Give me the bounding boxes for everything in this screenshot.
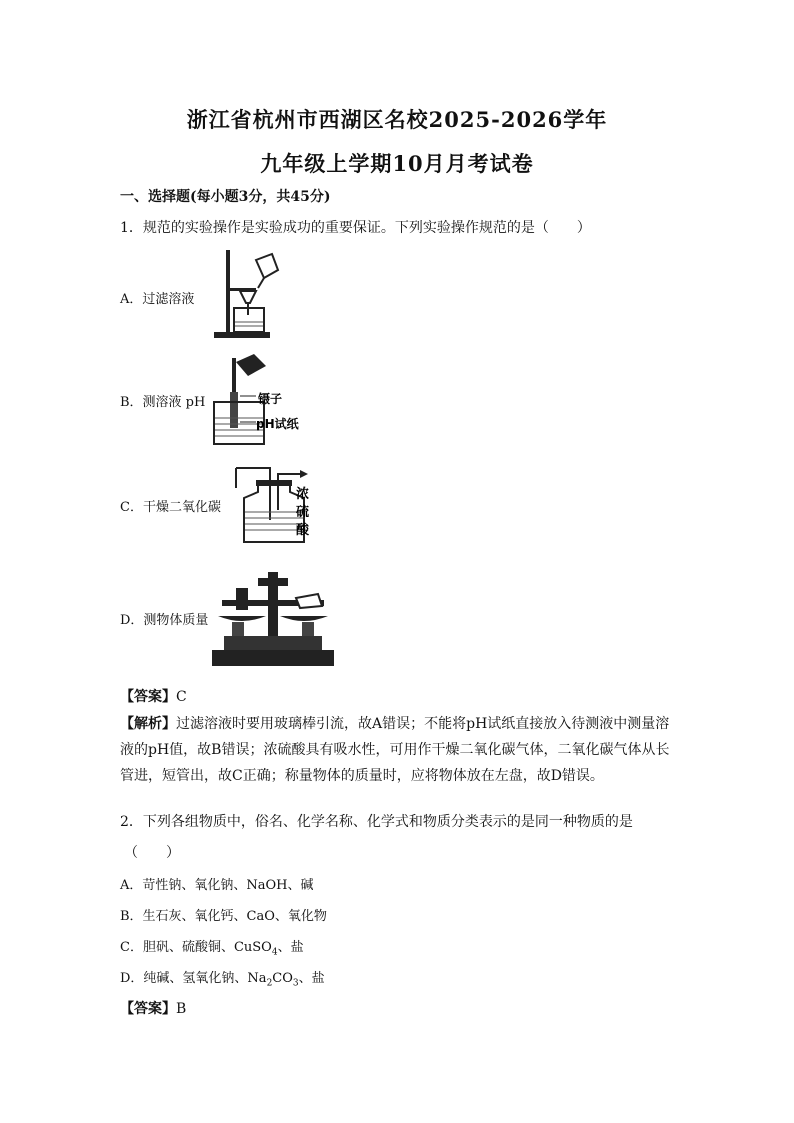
balance-figure	[208, 570, 338, 668]
exam-title-line1: 浙江省杭州市西湖区名校2025-2026学年	[186, 107, 608, 132]
answer-2-value: B	[176, 1001, 187, 1017]
answer-1	[120, 686, 187, 706]
acid-label-2: 硫	[296, 505, 310, 520]
analysis-1-text: 过滤溶液时要用玻璃棒引流，故A错误；不能将pH试纸直接放入待测液中测量溶液的pH值，故B错误；浓硫酸具有吸水性，可用作干燥二氧化碳气体，二氧化碳气体从长管进，短管出，故C正确；称量物体的质量时，应将物体放在左盘，故D错误。	[120, 716, 670, 784]
analysis-1	[120, 711, 680, 789]
analysis-tag: 【解析】	[120, 716, 176, 732]
answer-2	[120, 998, 186, 1018]
option-c-label: C．干燥二氧化碳	[120, 500, 221, 515]
q2-option-b: B．生石灰、氧化钙、CaO、氧化物	[120, 909, 327, 924]
question-2-stem: 2．下列各组物质中，俗名、化学名称、化学式和物质分类表示的是同一种物质的是	[120, 814, 633, 830]
question-2-bracket: （ ）	[124, 845, 180, 861]
q2-option-d: D．纯碱、氢氧化钠、$Na_2CO_3$、盐	[120, 971, 325, 989]
answer-tag-2: 【答案】	[120, 1001, 176, 1017]
option-b-label: B．测溶液 pH	[120, 395, 206, 410]
ph-paper-label: pH试纸	[256, 417, 299, 431]
q2-option-a: A．苛性钠、氧化钠、NaOH、碱	[120, 878, 314, 893]
tweezers-label: 镊子	[258, 392, 283, 406]
acid-label-3: 酸	[296, 523, 310, 538]
filtration-figure	[210, 248, 280, 340]
acid-label-1: 浓	[296, 487, 310, 502]
option-d-label: D．测物体质量	[120, 613, 209, 628]
q2-option-c: C．胆矾、硫酸铜、CuSO$_4$、盐	[120, 940, 304, 958]
answer-1-value: C	[176, 689, 187, 705]
section-heading: 一、选择题(每小题3分，共45分)	[120, 189, 331, 205]
gas-drying-figure	[230, 460, 320, 546]
answer-tag: 【答案】	[120, 689, 176, 705]
exam-title-line2: 九年级上学期10月月考试卷	[260, 151, 534, 176]
option-a-label: A．过滤溶液	[120, 292, 195, 307]
ph-test-figure	[210, 352, 310, 448]
question-1-stem: 1．规范的实验操作是实验成功的重要保证。下列实验操作规范的是（ ）	[120, 220, 591, 236]
